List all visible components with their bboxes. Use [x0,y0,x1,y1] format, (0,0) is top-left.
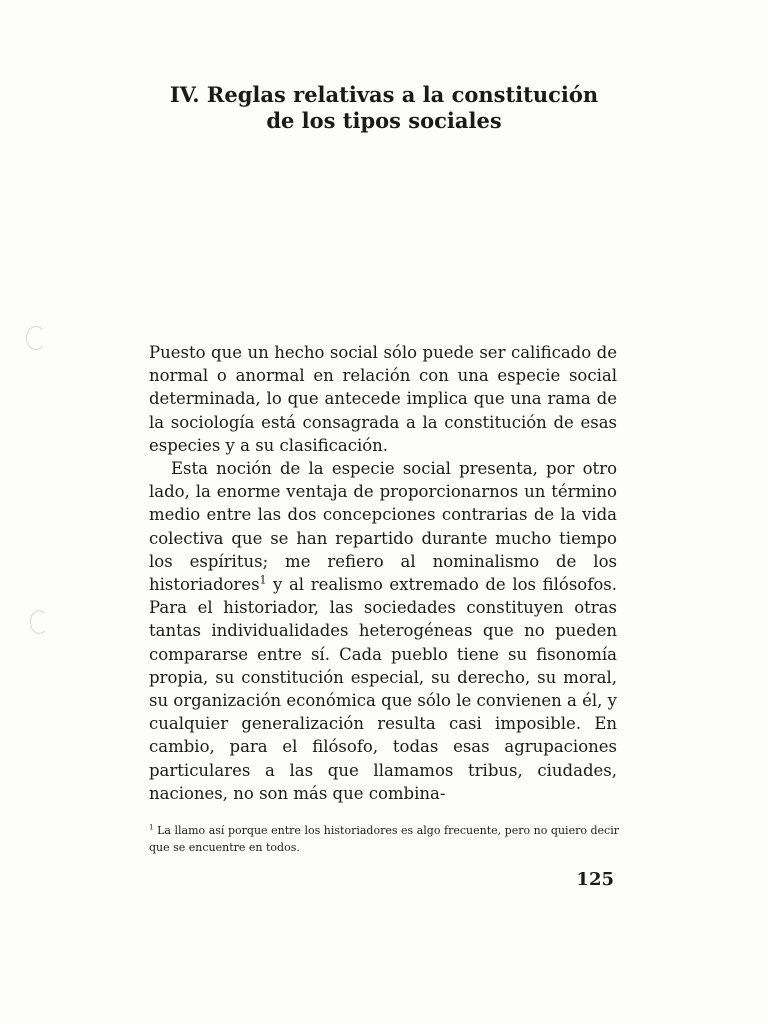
chapter-title [150,82,618,134]
paragraph-2 [149,457,617,805]
paragraph-1: Puesto que un hecho social sólo puede ser calificado de normal o anormal en relación con una especie social determinada, lo que antecede implica que una rama de la sociología está consagrada a la constitución de esas especies y a su clasificación. [149,343,617,455]
footnote-number: 1 [149,822,154,832]
body-text [149,341,617,805]
paragraph-2-start: Esta noción de la especie social presenta, por otro lado, la enorme ventaja de proporcionarnos un término medio entre las dos concepciones contrarias de la vida colectiva que se han repartido durante mucho tiempo los espíritus; me refiero al nominalismo de los historiadores [149,459,617,595]
page-number: 125 [576,869,614,890]
paragraph-2-continuation: y al realismo extremado de los filósofos. Para el historiador, las sociedades constituyen otras tantas individualidades heterogéneas que no pueden compararse entre sí. Cada pueblo tiene su fisonomía propia, su constitución especial, su derecho, su moral, su organización económica que sólo le convienen a él, y cualquier generalización resulta casi imposible. En cambio, para el filósofo, todas esas agrupaciones particulares a las que llamamos tribus, ciudades, naciones, no son más que combina- [149,575,617,803]
scan-hole-mark [26,326,46,350]
footnote [149,822,619,856]
footnote-reference: 1 [259,573,267,587]
footnote-text: La llamo así porque entre los historiadores es algo frecuente, pero no quiero decir que se encuentre en todos. [149,824,619,854]
chapter-title-line-1: IV. Reglas relativas a la constitución [169,82,599,107]
chapter-title-line-2: de los tipos sociales [266,108,502,133]
scan-hole-mark [30,610,48,634]
